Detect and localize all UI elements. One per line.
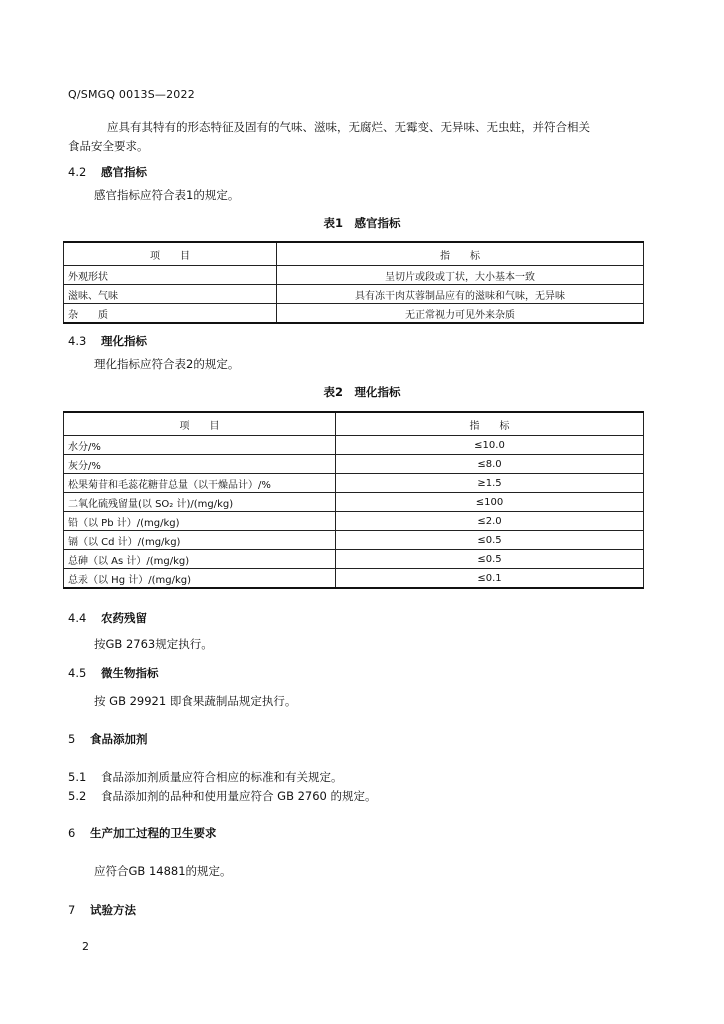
column-header-item: 项 目 xyxy=(64,412,336,436)
section-number: 4.3 xyxy=(68,334,87,348)
table-row xyxy=(64,474,644,493)
table-cell-indicator: 无正常视力可见外来杂质 xyxy=(277,304,644,324)
column-header-item: 项 目 xyxy=(64,242,277,266)
section-4-3-heading xyxy=(68,333,147,349)
section-number: 4.2 xyxy=(68,165,87,179)
list-item-5-1 xyxy=(68,768,343,786)
section-4-4-heading xyxy=(68,610,147,626)
section-4-4-text: 按GB 2763规定执行。 xyxy=(94,637,213,651)
document-code: Q/SMGQ 0013S—2022 xyxy=(68,88,195,101)
intro-line-1: 应具有其特有的形态特征及固有的气味、滋味，无腐烂、无霉变、无异味、无虫蛀，并符合相关 xyxy=(107,120,590,134)
section-4-2-heading xyxy=(68,164,147,180)
column-header-indicator: 指 标 xyxy=(336,412,644,436)
table-cell-indicator: ≤0.5 xyxy=(336,550,644,569)
page-number: 2 xyxy=(82,940,89,953)
table-cell-item: 外观形状 xyxy=(64,266,277,285)
section-title: 试验方法 xyxy=(90,903,136,917)
table-row xyxy=(64,531,644,550)
table-row xyxy=(64,436,644,455)
table-header-row xyxy=(64,412,644,436)
table-cell-indicator: ≤8.0 xyxy=(336,455,644,474)
table-row xyxy=(64,550,644,569)
section-6-heading xyxy=(68,825,217,841)
item-number: 5.2 xyxy=(68,789,87,803)
table-cell-indicator: ≤0.5 xyxy=(336,531,644,550)
table-cell-item: 杂 质 xyxy=(64,304,277,324)
table-cell-indicator: ≤10.0 xyxy=(336,436,644,455)
column-header-indicator: 指 标 xyxy=(277,242,644,266)
table-2-caption: 表2 理化指标 xyxy=(323,385,401,399)
table-row xyxy=(64,304,644,324)
table-cell-item: 总汞（以 Hg 计）/(mg/kg) xyxy=(64,569,336,589)
section-4-3-text: 理化指标应符合表2的规定。 xyxy=(94,357,240,371)
section-number: 6 xyxy=(68,826,76,840)
table-1 xyxy=(63,241,644,324)
table-cell-indicator: ≤2.0 xyxy=(336,512,644,531)
section-title: 微生物指标 xyxy=(101,666,159,680)
section-title: 理化指标 xyxy=(101,334,147,348)
item-text: 食品添加剂质量应符合相应的标准和有关规定。 xyxy=(101,770,343,784)
table-cell-indicator: ≤0.1 xyxy=(336,569,644,589)
section-number: 5 xyxy=(68,732,76,746)
item-text: 食品添加剂的品种和使用量应符合 GB 2760 的规定。 xyxy=(101,789,377,803)
section-number: 7 xyxy=(68,903,76,917)
section-5-heading xyxy=(68,731,148,747)
table-row xyxy=(64,455,644,474)
section-title: 生产加工过程的卫生要求 xyxy=(90,826,217,840)
table-cell-item: 镉（以 Cd 计）/(mg/kg) xyxy=(64,531,336,550)
table-row xyxy=(64,493,644,512)
table-row xyxy=(64,569,644,589)
section-6-text: 应符合GB 14881的规定。 xyxy=(94,864,232,878)
item-number: 5.1 xyxy=(68,770,87,784)
table-row xyxy=(64,512,644,531)
table-row xyxy=(64,285,644,304)
section-4-5-text: 按 GB 29921 即食果蔬制品规定执行。 xyxy=(94,694,297,708)
section-4-5-heading xyxy=(68,665,159,681)
section-4-2-text: 感官指标应符合表1的规定。 xyxy=(94,188,240,202)
table-1-caption: 表1 感官指标 xyxy=(323,216,401,230)
table-cell-item: 滋味、气味 xyxy=(64,285,277,304)
table-cell-indicator: ≥1.5 xyxy=(336,474,644,493)
table-header-row xyxy=(64,242,644,266)
table-cell-item: 总砷（以 As 计）/(mg/kg) xyxy=(64,550,336,569)
list-item-5-2 xyxy=(68,787,377,805)
table-cell-item: 二氧化硫残留量(以 SO₂ 计)/(mg/kg) xyxy=(64,493,336,512)
table-cell-item: 水分/% xyxy=(64,436,336,455)
section-title: 农药残留 xyxy=(101,611,147,625)
section-number: 4.4 xyxy=(68,611,87,625)
section-7-heading xyxy=(68,902,136,918)
table-cell-indicator: 呈切片或段或丁状，大小基本一致 xyxy=(277,266,644,285)
intro-line-2: 食品安全要求。 xyxy=(68,139,149,153)
table-cell-indicator: 具有冻干肉苁蓉制品应有的滋味和气味，无异味 xyxy=(277,285,644,304)
section-title: 感官指标 xyxy=(101,165,147,179)
table-row xyxy=(64,266,644,285)
table-cell-indicator: ≤100 xyxy=(336,493,644,512)
table-cell-item: 铅（以 Pb 计）/(mg/kg) xyxy=(64,512,336,531)
table-2 xyxy=(63,411,644,589)
table-cell-item: 灰分/% xyxy=(64,455,336,474)
table-cell-item: 松果菊苷和毛蕊花糖苷总量（以干燥品计）/% xyxy=(64,474,336,493)
section-number: 4.5 xyxy=(68,666,87,680)
section-title: 食品添加剂 xyxy=(90,732,148,746)
